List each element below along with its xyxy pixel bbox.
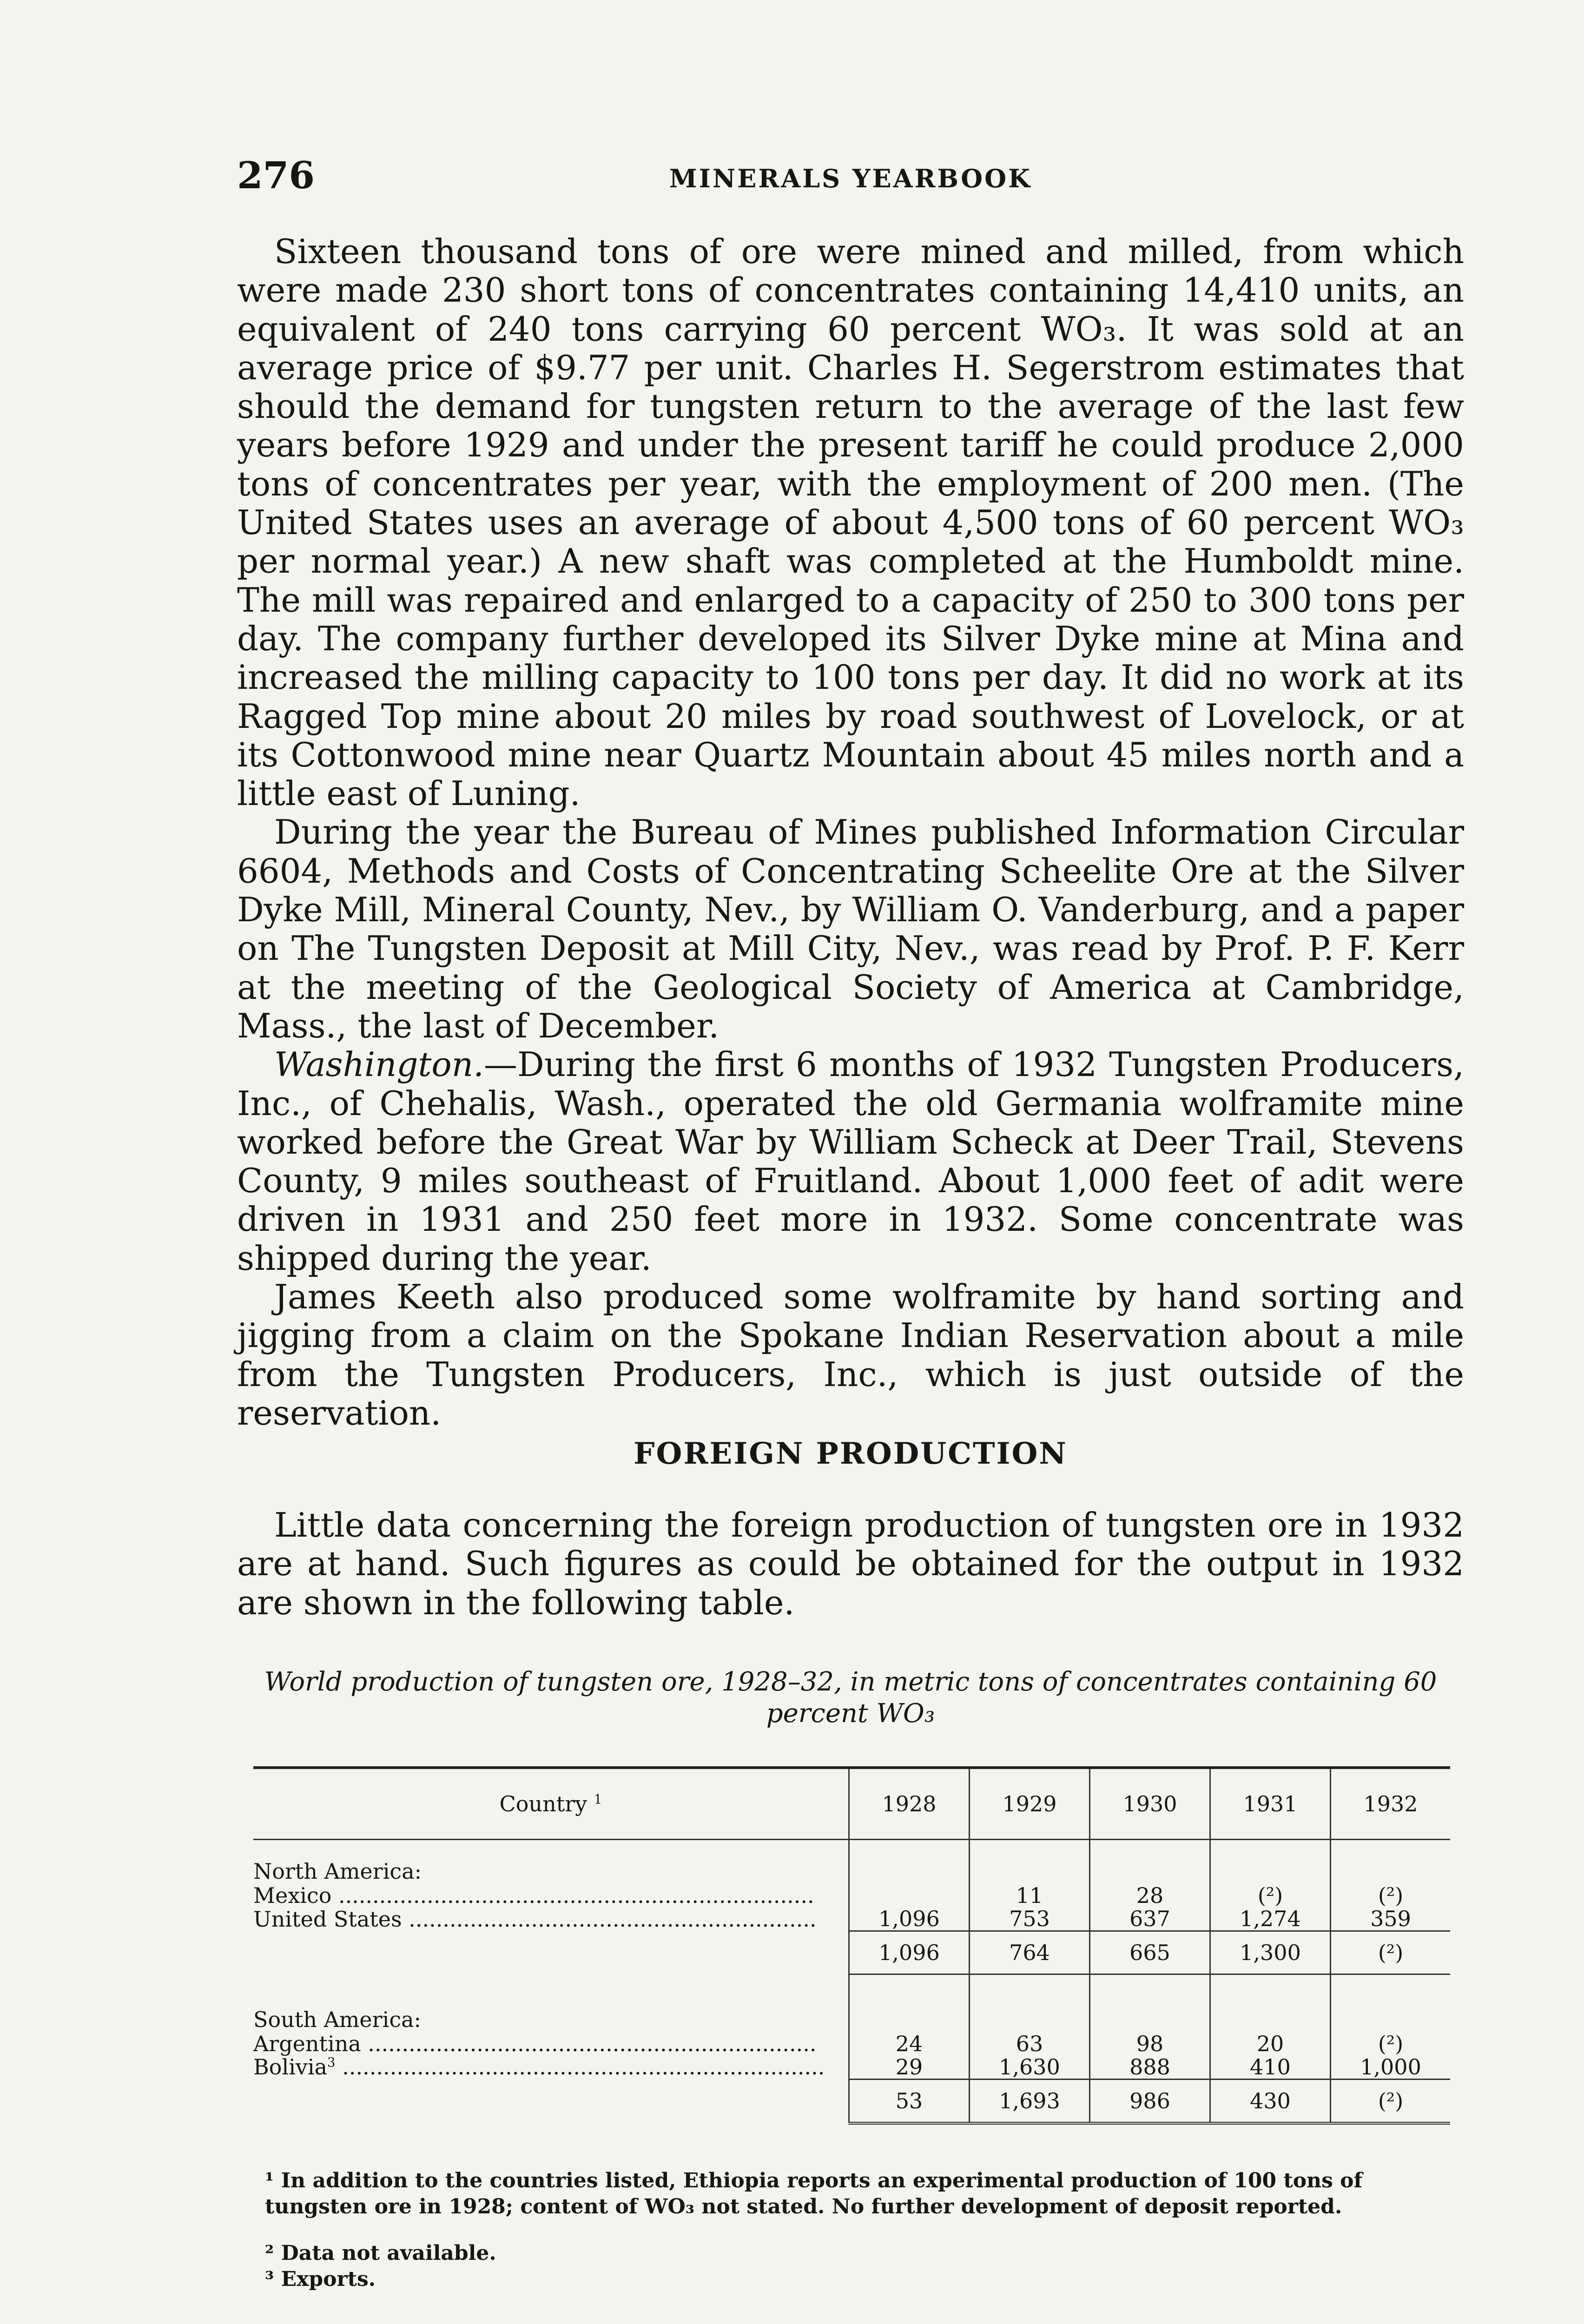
table-cell: 764 xyxy=(970,1931,1090,1974)
country-name: United States xyxy=(253,1906,402,1932)
region-north-america: North America: xyxy=(253,1859,422,1884)
table-cell xyxy=(849,1884,970,1907)
table-cell xyxy=(1090,1840,1210,1884)
country-argentina: Argentina .................................................................. xyxy=(253,2031,817,2056)
table-row xyxy=(253,1840,1450,1884)
table-cell: 430 xyxy=(1210,2079,1331,2123)
paragraph-james-keeth: James Keeth also produced some wolframite by hand sorting and jigging from a claim on the Spokane Indian Reservation about a mile from the Tungsten Producers, Inc., which is just outside of the reservation. xyxy=(237,1277,1464,1433)
table-row-total xyxy=(253,2079,1450,2123)
country-name: Mexico xyxy=(253,1883,332,1908)
table-row xyxy=(253,2032,1450,2055)
table-cell xyxy=(253,2079,849,2123)
section-heading: FOREIGN PRODUCTION xyxy=(634,1436,1068,1471)
running-title: MINERALS YEARBOOK xyxy=(669,164,1032,193)
world-production-table xyxy=(253,1766,1450,2125)
footnote-1: ¹ In addition to the countries listed, Ethiopia reports an experimental production of 100 tons of tungsten ore in 1928; content of WO₃ not stated. No further development of deposit reported. xyxy=(265,2169,1363,2218)
country-bolivia: Bolivia$^3$ ....................................................................... xyxy=(253,2054,825,2080)
washington-text: —During the first 6 months of 1932 Tungsten Producers, Inc., of Chehalis, Wash., operated the old Germania wolframite mine worked before the Great War by William Scheck at Deer Trail, Stevens County, 9 miles southeast of Fruitland. About 1,000 feet of adit were driven in 1931 and 250 feet more in 1932. Some concentrate was shipped during the year. xyxy=(237,1045,1464,1278)
header-1932: 1932 xyxy=(1331,1768,1451,1840)
table-row xyxy=(253,1884,1450,1907)
header-1929: 1929 xyxy=(970,1768,1090,1840)
paragraph-washington xyxy=(237,1045,1464,1278)
table-cell: 1,300 xyxy=(1210,1931,1331,1974)
table-cell: 11 xyxy=(970,1884,1090,1907)
table-cell: 410 xyxy=(1210,2055,1331,2080)
table-cell: 24 xyxy=(849,2032,970,2055)
table-row xyxy=(253,1907,1450,1931)
table-cell: (²) xyxy=(1331,2032,1451,2055)
page-number: 276 xyxy=(237,153,315,197)
footnote-3: ³ Exports. xyxy=(265,2267,376,2291)
table-cell xyxy=(1210,1840,1331,1884)
table-cell: (²) xyxy=(1331,1931,1451,1974)
paragraph-foreign-production: Little data concerning the foreign production of tungsten ore in 1932 are at hand. Such figures as could be obtained for the output in 1932 are shown in the following table. xyxy=(237,1505,1464,1622)
table-cell: 753 xyxy=(970,1907,1090,1931)
table-cell: 98 xyxy=(1090,2032,1210,2055)
country-mexico: Mexico ...................................................................... xyxy=(253,1883,814,1908)
table-header-row xyxy=(253,1768,1450,1840)
table-cell: (²) xyxy=(1331,2079,1451,2123)
table-row xyxy=(253,1974,1450,2032)
footnote-2: ² Data not available. xyxy=(265,2241,496,2265)
washington-heading: Washington. xyxy=(274,1045,484,1084)
footnotes xyxy=(237,2147,1464,2292)
header-1930: 1930 xyxy=(1090,1768,1210,1840)
table-cell: 1,096 xyxy=(849,1931,970,1974)
table-cell: 637 xyxy=(1090,1907,1210,1931)
header-country-label: Country xyxy=(499,1791,587,1816)
table-cell xyxy=(253,1931,849,1974)
body-text xyxy=(237,232,1464,1433)
header-country-footnote: 1 xyxy=(594,1791,602,1807)
table-cell: 1,630 xyxy=(970,2055,1090,2080)
table-row-total xyxy=(253,1931,1450,1974)
table-cell: 29 xyxy=(849,2055,970,2080)
table-cell: 1,000 xyxy=(1331,2055,1451,2080)
table-cell: 359 xyxy=(1331,1907,1451,1931)
table-cell: 20 xyxy=(1210,2032,1331,2055)
header-1928: 1928 xyxy=(849,1768,970,1840)
country-name: Argentina xyxy=(253,2031,361,2056)
page-header xyxy=(237,153,1464,205)
table-cell: 1,274 xyxy=(1210,1907,1331,1931)
table-caption: World production of tungsten ore, 1928–32, in metric tons of concentrates containing 60 percent WO₃ xyxy=(264,1667,1437,1729)
header-1931: 1931 xyxy=(1210,1768,1331,1840)
production-table xyxy=(253,1766,1450,2125)
paragraph-ore-mined: Sixteen thousand tons of ore were mined and milled, from which were made 230 short tons of concentrates containing 14,410 units, an equivalent of 240 tons carrying 60 percent WO₃. It was sold at an average price of $9.77 per unit. Charles H. Segerstrom estimates that should the demand for tungsten return to the average of the last few years before 1929 and under the present tariff he could produce 2,000 tons of concentrates per year, with the employment of 200 men. (The United States uses an average of about 4,500 tons of 60 percent WO₃ per normal year.) A new shaft was completed at the Humboldt mine. The mill was repaired and enlarged to a capacity of 250 to 300 tons per day. The company further developed its Silver Dyke mine at Mina and increased the milling capacity to 100 tons per day. It did no work at its Ragged Top mine about 20 miles by road southwest of Lovelock, or at its Cottonwood mine near Quartz Mountain about 45 miles north and a little east of Luning. xyxy=(237,232,1464,813)
table-cell xyxy=(970,1840,1090,1884)
table-cell xyxy=(970,1974,1090,2032)
table-cell xyxy=(849,1840,970,1884)
table-cell: 63 xyxy=(970,2032,1090,2055)
table-cell: 1,693 xyxy=(970,2079,1090,2123)
table-cell: (²) xyxy=(1331,1884,1451,1907)
country-united-states: United States ............................................................ xyxy=(253,1906,817,1932)
region-south-america: South America: xyxy=(253,2007,422,2032)
table-cell: 986 xyxy=(1090,2079,1210,2123)
table-cell: 665 xyxy=(1090,1931,1210,1974)
paragraph-bureau-of-mines: During the year the Bureau of Mines published Information Circular 6604, Methods and Costs of Concentrating Scheelite Ore at the Silver Dyke Mill, Mineral County, Nev., by William O. Vanderburg, and a paper on The Tungsten Deposit at Mill City, Nev., was read by Prof. P. F. Kerr at the meeting of the Geological Society of America at Cambridge, Mass., the last of December. xyxy=(237,812,1464,1045)
table-cell xyxy=(1210,1974,1331,2032)
bolivia-footnote-marker: 3 xyxy=(327,2054,336,2070)
table-cell: 28 xyxy=(1090,1884,1210,1907)
table-cell xyxy=(1090,1974,1210,2032)
table-cell xyxy=(849,1974,970,2032)
header-country xyxy=(253,1768,849,1840)
table-cell: 888 xyxy=(1090,2055,1210,2080)
table-cell xyxy=(1331,1840,1451,1884)
table-cell: (²) xyxy=(1210,1884,1331,1907)
table-cell xyxy=(1331,1974,1451,2032)
foreign-production-text xyxy=(237,1506,1464,1622)
table-cell: 1,096 xyxy=(849,1907,970,1931)
table-cell: 53 xyxy=(849,2079,970,2123)
table-row xyxy=(253,2055,1450,2080)
country-name: Bolivia xyxy=(253,2054,328,2080)
